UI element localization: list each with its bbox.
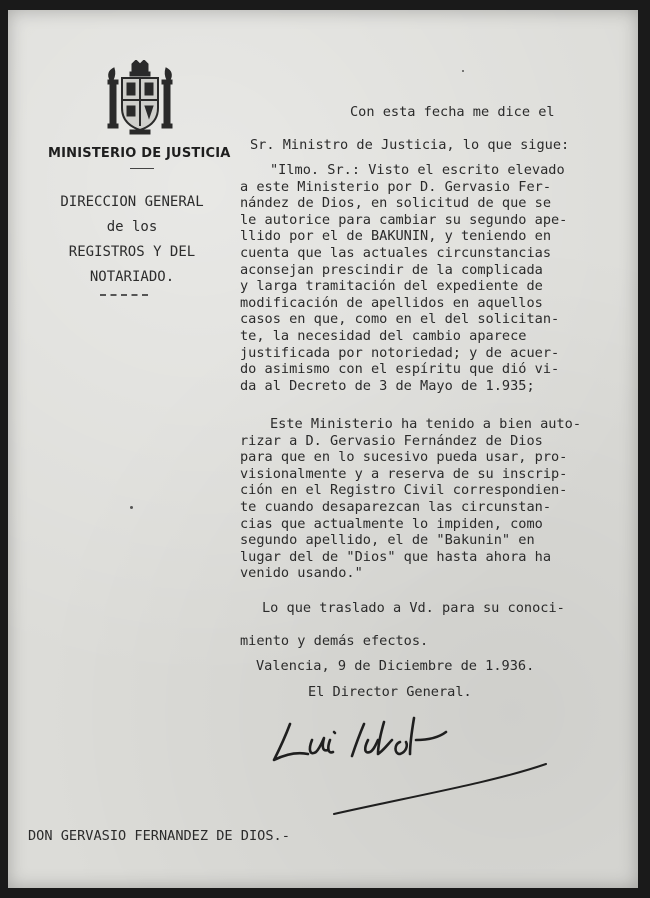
text-line: rizar a D. Gervasio Fernández de Dios bbox=[240, 432, 543, 449]
text-line: cuenta que las actuales circunstancias bbox=[240, 244, 551, 261]
text-line: segundo apellido, el de "Bakunin" en bbox=[240, 532, 535, 549]
paper-speck bbox=[462, 70, 464, 72]
department-line: REGISTROS Y DEL bbox=[68, 244, 196, 260]
text-line: modificación de apellidos en aquellos bbox=[240, 294, 543, 311]
text-line: te cuando desaparezcan las circunstan- bbox=[240, 498, 551, 515]
text-line: cias que actualmente lo impiden, como bbox=[240, 515, 543, 532]
text-line: nández de Dios, en solicitud de que se bbox=[240, 195, 551, 212]
text-line: "Ilmo. Sr.: Visto el escrito elevado bbox=[270, 162, 565, 178]
closing-paragraph bbox=[240, 592, 632, 658]
text-line: do asimismo con el espíritu que dió vi- bbox=[240, 361, 560, 378]
handwritten-signature bbox=[264, 710, 564, 820]
text-line: para que en lo sucesivo pueda usar, pro- bbox=[240, 449, 568, 466]
text-line: venido usando." bbox=[240, 565, 363, 582]
ministry-name: MINISTERIO DE JUSTICIA bbox=[48, 146, 231, 161]
text-line: lugar del de "Dios" que hasta ahora ha bbox=[240, 548, 551, 565]
text-line: a este Ministerio por D. Gervasio Fer- bbox=[240, 178, 551, 195]
text-line: visionalmente y a reserva de su inscrip- bbox=[240, 465, 568, 482]
text-line: le autorice para cambiar su segundo ape- bbox=[240, 211, 568, 228]
divider bbox=[130, 168, 154, 169]
department-block bbox=[32, 190, 232, 290]
text-line: justificada por notoriedad; y de acuer- bbox=[240, 344, 560, 361]
department-line: NOTARIADO. bbox=[89, 269, 175, 285]
divider bbox=[100, 294, 148, 296]
text-line: te, la necesidad del cambio aparece bbox=[240, 327, 527, 344]
text-line: llido por el de BAKUNIN, y teniendo en bbox=[240, 228, 551, 245]
text-line: aconsejan prescindir de la complicada bbox=[240, 261, 543, 278]
text-line: da al Decreto de 3 de Mayo de 1.935; bbox=[240, 377, 535, 394]
department-line: DIRECCION GENERAL bbox=[60, 194, 204, 210]
text-line: miento y demás efectos. bbox=[240, 633, 429, 649]
opening-paragraph bbox=[240, 96, 632, 162]
date-line: Valencia, 9 de Diciembre de 1.936. bbox=[256, 658, 535, 674]
text-line: y larga tramitación del expediente de bbox=[240, 278, 543, 295]
document-page bbox=[8, 10, 638, 888]
quoted-paragraph-1 bbox=[240, 162, 632, 394]
text-line: Este Ministerio ha tenido a bien auto- bbox=[270, 416, 581, 432]
quoted-paragraph-2 bbox=[240, 416, 632, 582]
paper-speck bbox=[130, 506, 133, 509]
text-line: Sr. Ministro de Justicia, lo que sigue: bbox=[250, 137, 570, 153]
addressee-line: DON GERVASIO FERNANDEZ DE DIOS.- bbox=[28, 828, 290, 844]
text-line: Con esta fecha me dice el bbox=[350, 104, 555, 120]
signatory-title: El Director General. bbox=[308, 684, 472, 700]
text-line: casos en que, como en el del solicitan- bbox=[240, 311, 560, 328]
text-line: Lo que traslado a Vd. para su conoci- bbox=[262, 600, 565, 616]
coat-of-arms-icon bbox=[100, 60, 180, 140]
text-line: ción en el Registro Civil correspondien- bbox=[240, 482, 568, 499]
department-line: de los bbox=[106, 219, 158, 235]
